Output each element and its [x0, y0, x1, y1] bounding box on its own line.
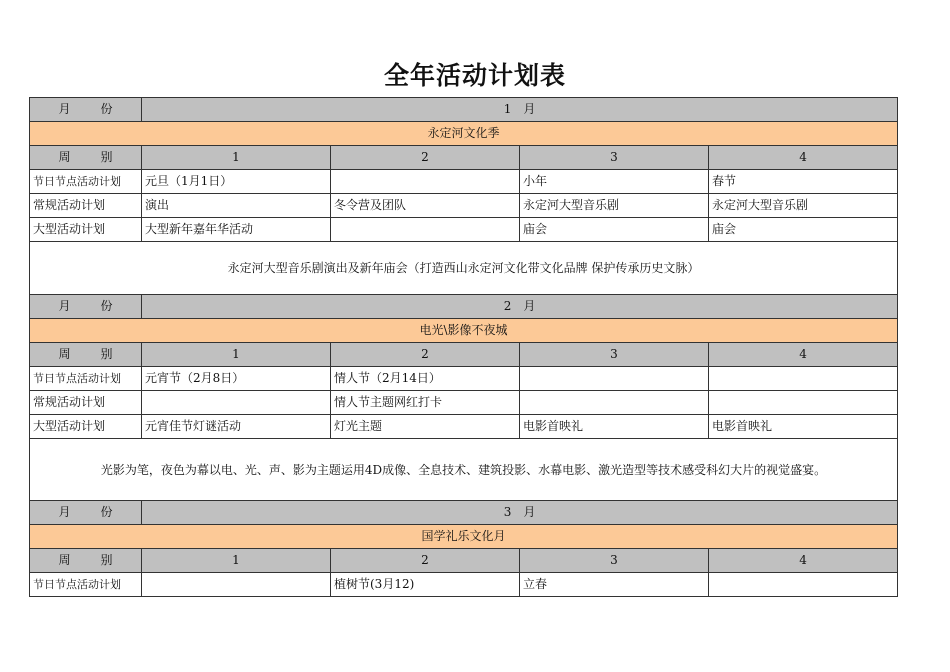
theme-title: 国学礼乐文化月 [30, 525, 898, 549]
theme-title: 电光\影像不夜城 [30, 319, 898, 343]
plan-cell: 元宵佳节灯谜活动 [142, 415, 331, 439]
month-label-cell [30, 295, 142, 319]
month-label-b: 份 [100, 102, 113, 116]
plan-cell [331, 170, 520, 194]
plan-cell: 冬令营及团队 [331, 194, 520, 218]
regular-label: 常规活动计划 [30, 391, 142, 415]
plan-cell [142, 573, 331, 597]
month-row [30, 295, 898, 319]
plan-cell: 植树节(3月12) [331, 573, 520, 597]
plan-cell [709, 573, 898, 597]
week-row [30, 146, 898, 170]
plan-cell: 情人节主题网红打卡 [331, 391, 520, 415]
festival-row [30, 573, 898, 597]
regular-row [30, 391, 898, 415]
major-row [30, 415, 898, 439]
festival-label: 节日节点活动计划 [30, 367, 142, 391]
month-row [30, 98, 898, 122]
week-row [30, 343, 898, 367]
summary-row [30, 242, 898, 295]
plan-cell: 电影首映礼 [709, 415, 898, 439]
plan-cell: 庙会 [520, 218, 709, 242]
week-number: 2 [331, 549, 520, 573]
week-label-a: 周 [58, 150, 71, 164]
regular-label: 常规活动计划 [30, 194, 142, 218]
plan-cell: 情人节（2月14日） [331, 367, 520, 391]
plan-cell: 永定河大型音乐剧 [520, 194, 709, 218]
plan-cell [520, 391, 709, 415]
plan-cell [331, 218, 520, 242]
month-label-b: 份 [100, 505, 113, 519]
plan-cell: 庙会 [709, 218, 898, 242]
month-value: 3 月 [142, 501, 898, 525]
theme-row [30, 122, 898, 146]
week-label-cell [30, 343, 142, 367]
week-number: 1 [142, 146, 331, 170]
plan-cell [520, 367, 709, 391]
plan-cell: 春节 [709, 170, 898, 194]
week-number: 1 [142, 549, 331, 573]
theme-title: 永定河文化季 [30, 122, 898, 146]
week-label-a: 周 [58, 553, 71, 567]
plan-cell: 永定河大型音乐剧 [709, 194, 898, 218]
theme-row [30, 525, 898, 549]
month-summary: 永定河大型音乐剧演出及新年庙会（打造西山永定河文化带文化品牌 保护传承历史文脉） [30, 242, 898, 295]
plan-cell: 元宵节（2月8日） [142, 367, 331, 391]
week-number: 1 [142, 343, 331, 367]
regular-row [30, 194, 898, 218]
week-number: 4 [709, 549, 898, 573]
week-number: 2 [331, 343, 520, 367]
week-label-a: 周 [58, 347, 71, 361]
major-label: 大型活动计划 [30, 218, 142, 242]
week-label-b: 别 [100, 347, 113, 361]
week-label-cell [30, 146, 142, 170]
month-label-a: 月 [58, 299, 71, 313]
theme-row [30, 319, 898, 343]
plan-cell: 电影首映礼 [520, 415, 709, 439]
festival-label: 节日节点活动计划 [30, 573, 142, 597]
plan-cell: 立春 [520, 573, 709, 597]
week-number: 4 [709, 146, 898, 170]
plan-cell [142, 391, 331, 415]
month-label-a: 月 [58, 505, 71, 519]
month-value: 2 月 [142, 295, 898, 319]
month-summary: 光影为笔，夜色为幕以电、光、声、影为主题运用4D成像、全息技术、建筑投影、水幕电影、激光造型等技术感受科幻大片的视觉盛宴。 [30, 439, 898, 501]
plan-cell [709, 367, 898, 391]
month-label-cell [30, 501, 142, 525]
week-label-b: 别 [100, 553, 113, 567]
month-label-a: 月 [58, 102, 71, 116]
plan-cell: 灯光主题 [331, 415, 520, 439]
week-number: 2 [331, 146, 520, 170]
week-number: 4 [709, 343, 898, 367]
summary-row [30, 439, 898, 501]
plan-cell: 小年 [520, 170, 709, 194]
festival-label: 节日节点活动计划 [30, 170, 142, 194]
month-row [30, 501, 898, 525]
page-title: 全年活动计划表 [383, 61, 566, 90]
festival-row [30, 170, 898, 194]
month-label-b: 份 [100, 299, 113, 313]
month-value: 1 月 [142, 98, 898, 122]
week-label-b: 别 [100, 150, 113, 164]
activity-plan-table [29, 97, 898, 597]
major-label: 大型活动计划 [30, 415, 142, 439]
plan-cell: 演出 [142, 194, 331, 218]
plan-cell: 大型新年嘉年华活动 [142, 218, 331, 242]
week-number: 3 [520, 549, 709, 573]
week-row [30, 549, 898, 573]
week-number: 3 [520, 146, 709, 170]
month-label-cell [30, 98, 142, 122]
week-label-cell [30, 549, 142, 573]
plan-cell [709, 391, 898, 415]
week-number: 3 [520, 343, 709, 367]
festival-row [30, 367, 898, 391]
plan-cell: 元旦（1月1日） [142, 170, 331, 194]
major-row [30, 218, 898, 242]
